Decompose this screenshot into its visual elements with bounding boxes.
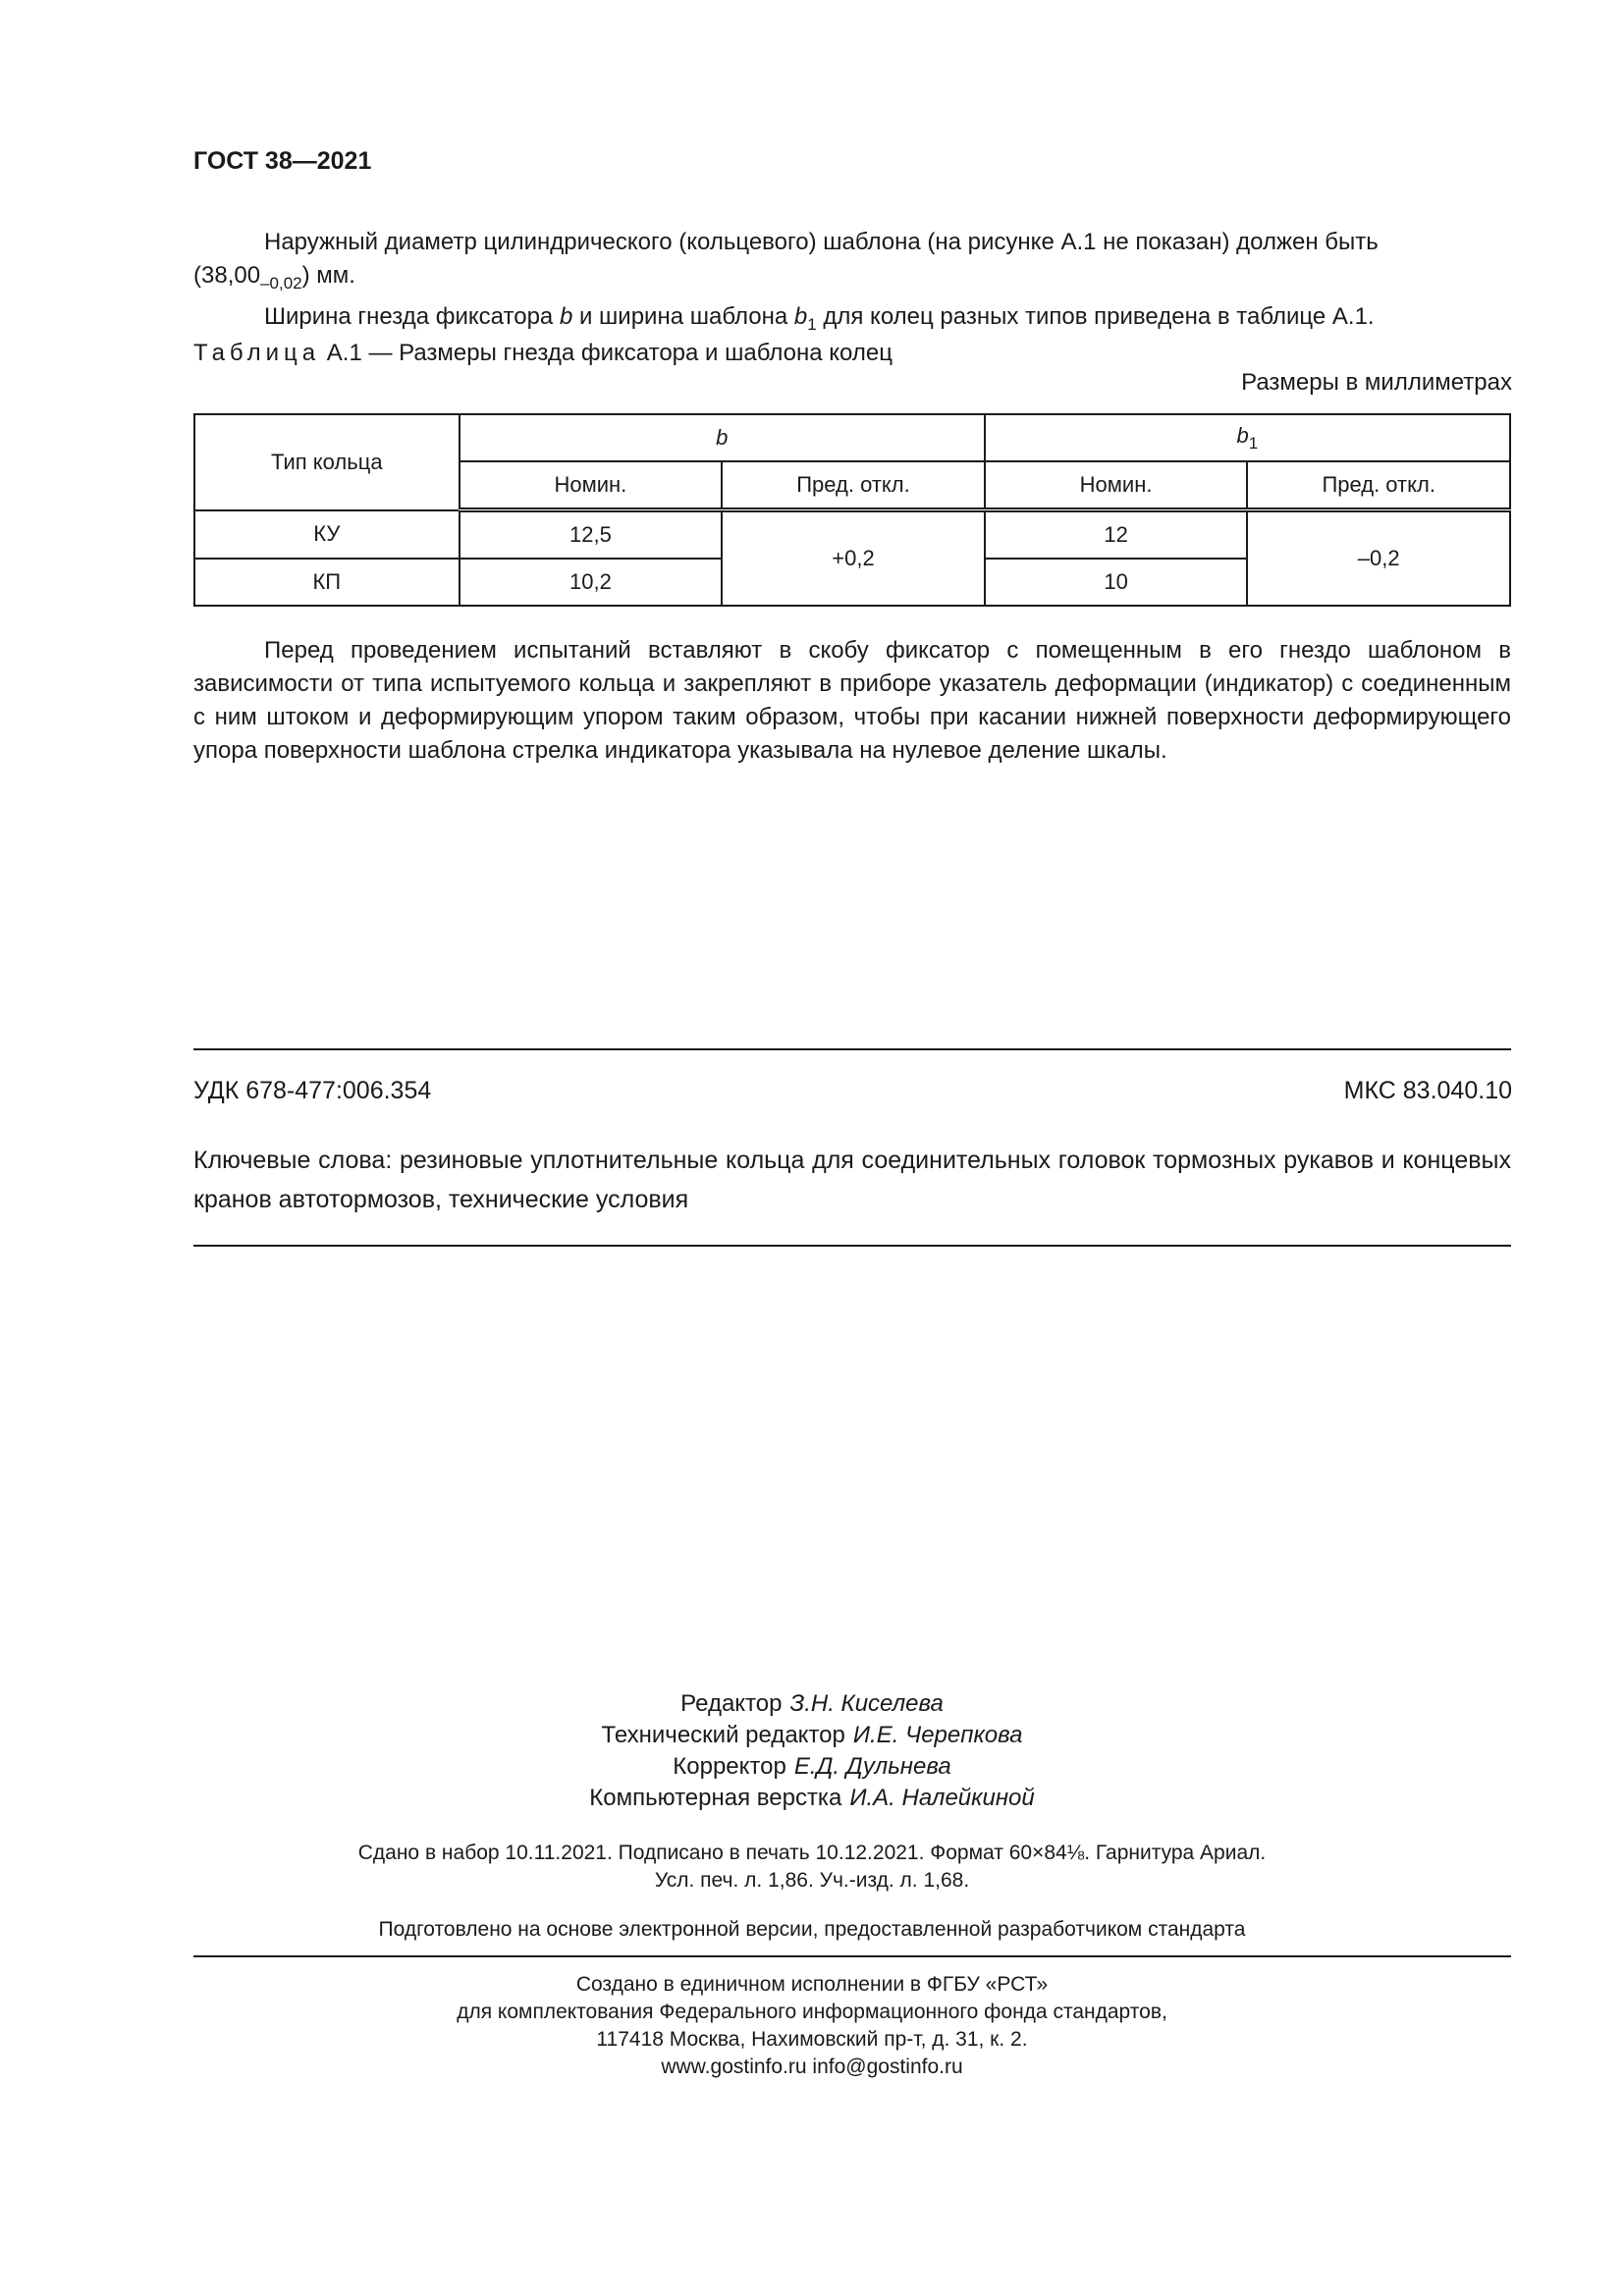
credits xyxy=(0,1688,1624,1814)
publisher-line-1: Создано в единичном исполнении в ФГБУ «РСТ» xyxy=(575,1973,1049,1996)
intro-text xyxy=(193,226,1511,342)
imprint-line-1: Сдано в набор 10.11.2021. Подписано в печать 10.12.2021. Формат 60×84⅛. Гарнитура Ариал. xyxy=(357,1842,1267,1864)
divider-bottom xyxy=(193,1955,1511,1957)
document-header: ГОСТ 38—2021 xyxy=(193,147,372,175)
prepared-note: Подготовлено на основе электронной версии, предоставленной разработчиком стандарта xyxy=(378,1918,1246,1941)
header-b1: $b_1$ xyxy=(985,414,1510,461)
header-b1-nom: Номин. xyxy=(985,461,1248,510)
credit-editor: Редактор З.Н. Киселева xyxy=(680,1690,944,1717)
cell-b1-nom: 12 xyxy=(985,510,1248,560)
credit-corrector: Корректор Е.Д. Дульнева xyxy=(673,1753,951,1780)
imprint-info xyxy=(0,1840,1624,1895)
cell-type: КП xyxy=(194,559,460,606)
mks-code: МКС 83.040.10 xyxy=(1343,1077,1512,1104)
header-b-nom: Номин. xyxy=(460,461,723,510)
publisher-line-3: 117418 Москва, Нахимовский пр-т, д. 31, к. 2. xyxy=(596,2028,1028,2051)
header-b-dev: Пред. откл. xyxy=(722,461,985,510)
publisher-line-2: для комплектования Федерального информационного фонда стандартов, xyxy=(457,2001,1167,2023)
intro-paragraph-1: Наружный диаметр цилиндрического (кольцевого) шаблона (на рисунке А.1 не показан) должен быть xyxy=(264,229,1379,255)
cell-b-nom: 10,2 xyxy=(460,559,723,606)
cell-b1-nom: 10 xyxy=(985,559,1248,606)
udk-code: УДК 678-477:006.354 xyxy=(193,1077,432,1104)
table-units: Размеры в миллиметрах xyxy=(1241,369,1512,396)
cell-type: КУ xyxy=(194,510,460,560)
divider-keywords xyxy=(193,1245,1511,1247)
divider-top xyxy=(193,1048,1511,1050)
keywords: Ключевые слова: резиновые уплотнительные кольца для соединительных головок тормозных рукавов и концевых кранов автотормозов, технические условия xyxy=(193,1147,1511,1213)
cell-b1-dev: –0,2 xyxy=(1247,510,1510,607)
intro-paragraph-2: Ширина гнезда фиксатора b и ширина шаблона $b_1$ для колец разных типов приведена в таблице А.1. xyxy=(264,303,1375,334)
credit-tech-editor: Технический редактор И.Е. Черепкова xyxy=(601,1722,1023,1748)
cell-b-nom: 12,5 xyxy=(460,510,723,560)
cell-b-dev: +0,2 xyxy=(722,510,985,607)
table-caption: Таблица А.1 — Размеры гнезда фиксатора и шаблона колец xyxy=(193,340,893,366)
body-paragraph: Перед проведением испытаний вставляют в скобу фиксатор с помещенным в его гнездо шаблоном в зависимости от типа испытуемого кольца и закрепляют в приборе указатель деформации (индикатор) с соединенным с ним штоком и деформирующим упором таким образом, чтобы при касании нижней поверхности деформирующего упора поверхности шаблона стрелка индикатора указывала на нулевое деление шкалы. xyxy=(193,637,1511,764)
publisher-line-4: www.gostinfo.ru info@gostinfo.ru xyxy=(661,2056,963,2078)
publisher-info xyxy=(0,1971,1624,2081)
header-b: b xyxy=(460,414,985,461)
header-ring-type: Тип кольца xyxy=(194,414,460,510)
dimensions-table xyxy=(193,413,1511,607)
imprint-line-2: Усл. печ. л. 1,86. Уч.-изд. л. 1,68. xyxy=(654,1869,970,1892)
header-b1-dev: Пред. откл. xyxy=(1247,461,1510,510)
intro-paragraph-1-value: $(38,00_{-0,02})$ мм. xyxy=(193,262,355,293)
credit-layout: Компьютерная верстка И.А. Налейкиной xyxy=(589,1785,1035,1811)
table-row xyxy=(194,510,1510,560)
